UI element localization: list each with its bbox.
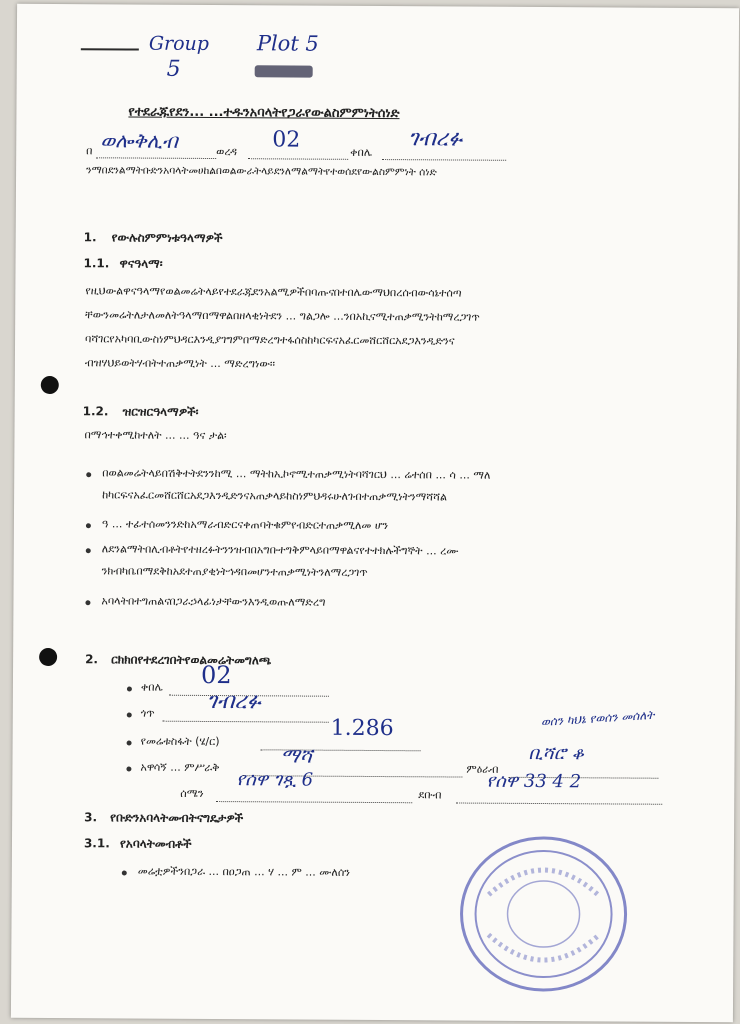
- kebele-row-label: ቀበሌ: [140, 680, 163, 694]
- section1-title: የውሉስምምነቱዓላማዎች: [111, 230, 223, 246]
- section2-title: ርክክበየተደረገበትየወልመሬትመግለጫ: [111, 652, 272, 668]
- boundary-west-value: ቢሻሮ ቆ: [528, 742, 584, 765]
- main-objective-line: ቸውንመሬትለታለመለትዓላማበማዋልበዘላቂነትደን ... ግልጋሎ ...ንበአኪናሚተጠቃሚንትከማረጋገጥ: [85, 308, 480, 324]
- bullet-dot: [127, 740, 132, 745]
- section3-1-number: 3.1.: [83, 836, 110, 851]
- line1-prefix: በ: [86, 144, 93, 158]
- section1-1-number: 1.1.: [83, 256, 110, 271]
- specific-objective-item: ከካርፍናአፈርመሸርሸርአደጋእንዲድንናአጠቃላይከስነምህዳሩሁለገብተጠቃሚነትንማሻሻል: [102, 488, 447, 504]
- bullet-dot: [122, 870, 127, 875]
- margin-handwritten-note: ወሰን ካህኔ የወሰን መሰለት: [540, 707, 655, 729]
- document-title: የተደራጁየደን... ...ተዱንአባላትየጋራየውልስምምነትሰነድ: [128, 104, 400, 122]
- got-row-blank: [163, 721, 329, 723]
- specific-objective-item: ዓ ... ተፊተሰመንንድከአማራብድርናቀጠባትቁምየብድርተጠቃሚለመ ሆን: [101, 517, 389, 533]
- boundary-south-label: ደቡብ: [418, 788, 442, 802]
- header-dash: [81, 48, 139, 50]
- specific-objective-item: ንክብካቤበማደቅከአደተጠያቂነትኅዳበመሆንተጠቃሚነትንለማረጋገጥ: [101, 564, 368, 579]
- bullet-dot: [86, 523, 91, 528]
- bullet-dot: [86, 548, 91, 553]
- section1-number: 1.: [83, 230, 97, 245]
- boundary-south-value: የሰዋ 33 4 2: [486, 770, 582, 793]
- main-objective-line: ብዝሃህይወትሃብትተጠቃሚነት ... ማድረግነው።: [84, 356, 276, 371]
- document-page: [11, 4, 739, 1022]
- bullet-dot: [86, 472, 91, 477]
- specific-objective-item: በወልመሬትላይበሽቅተትደንንከሚ ... ማትከኢኮኖሚተጠቃሚነትባሻገርህ ... ሬተሰበ ... ሳ ... ማለ: [102, 466, 491, 482]
- kebele-blank: [382, 159, 506, 161]
- intro-line: ንማበደንልማትቡድንአባላትመሀከልበወልውራትላይደንለማልማትየተወሰደየውልስምምነት ሰነድ: [86, 164, 437, 179]
- specific-objective-item: ለደንልማትበሊብቶትየተዘረፉትንንዝብበአግቡተግቅምላይበማዋልናየተተክሉችግኞት ... ረሙ: [101, 542, 459, 558]
- kebele-row-value: 02: [200, 660, 232, 690]
- plot-label: Plot 5: [256, 31, 319, 56]
- boundary-east-label: አዋሳኝ ... ምሥራቅ: [140, 760, 220, 775]
- specific-objectives-intro: በማኅተቀሚከተለት ... ... ዓና ታል፡: [84, 428, 227, 443]
- section3-title: የቡድንአባላትመብትናግዴታዎች: [110, 810, 244, 826]
- woreda-label: ወረዳ: [216, 145, 238, 159]
- group-number: 5: [166, 56, 181, 82]
- section3-number: 3.: [84, 810, 98, 825]
- boundary-east-value: ማሻ: [280, 743, 313, 768]
- section1-1-title: ዋናዓላማ፡: [119, 256, 163, 271]
- section2-number: 2.: [85, 652, 99, 667]
- main-objective-line: የዚህውልዋናዓላማየወልመሬትላይየተደራጁደንአልሚዎችበባጡናበተበሌውማህበረሰብውሳኔተሰጣ: [85, 284, 462, 300]
- scribble-mark: [255, 65, 313, 77]
- group-label: Group: [148, 32, 210, 55]
- boundary-west-label: ምዕራብ: [466, 762, 499, 776]
- woreda-blank: [248, 158, 348, 160]
- got-row-value: ገብረፉ: [206, 688, 261, 715]
- boundary-north-label: ሰሜን: [180, 786, 204, 800]
- member-right-item: መሬቷዎችንበጋራ ... በዐጋጠ ... ሃ ... ም ... ሙለሰን: [137, 864, 351, 879]
- boundary-north-value: የሰዋ ገጿ 6: [236, 769, 314, 791]
- bullet-dot: [127, 712, 132, 717]
- got-row-label: ጎጥ: [140, 706, 155, 720]
- section3-1-title: የአባላትመብቶች: [119, 836, 192, 851]
- bullet-dot: [127, 686, 132, 691]
- area-row-label: የመሬቱስፋት (ሄ/ር): [140, 734, 220, 749]
- section1-2-number: 1.2.: [82, 404, 109, 419]
- area-row-value: 1.286: [330, 715, 394, 742]
- boundary-south-blank: [456, 803, 662, 805]
- region-value: ወሎቅሊብ: [100, 128, 178, 153]
- woreda-value: 02: [272, 127, 301, 153]
- punch-hole: [41, 376, 59, 394]
- bullet-dot: [126, 766, 131, 771]
- kebele-value: ገብረፉ: [408, 126, 463, 152]
- punch-hole: [39, 648, 57, 666]
- main-objective-line: ባሻገርየአካባቢውስነምህዳርእንዲያገግምበማድረግተፋሰስከካርፍናአፈርመሸርሸርአደጋእንዲድንና: [85, 332, 455, 348]
- boundary-north-blank: [216, 801, 412, 803]
- specific-objective-item: አባላትበተግጠልናበጋራኃላፊነታቸውንእንዲወጡለማድረግ: [101, 594, 326, 609]
- bullet-dot: [85, 600, 90, 605]
- official-stamp: [458, 835, 629, 994]
- region-blank: [96, 157, 216, 159]
- section1-2-title: ዝርዝርዓላማዎች፡: [122, 404, 199, 419]
- kebele-label: ቀበሌ: [350, 145, 373, 159]
